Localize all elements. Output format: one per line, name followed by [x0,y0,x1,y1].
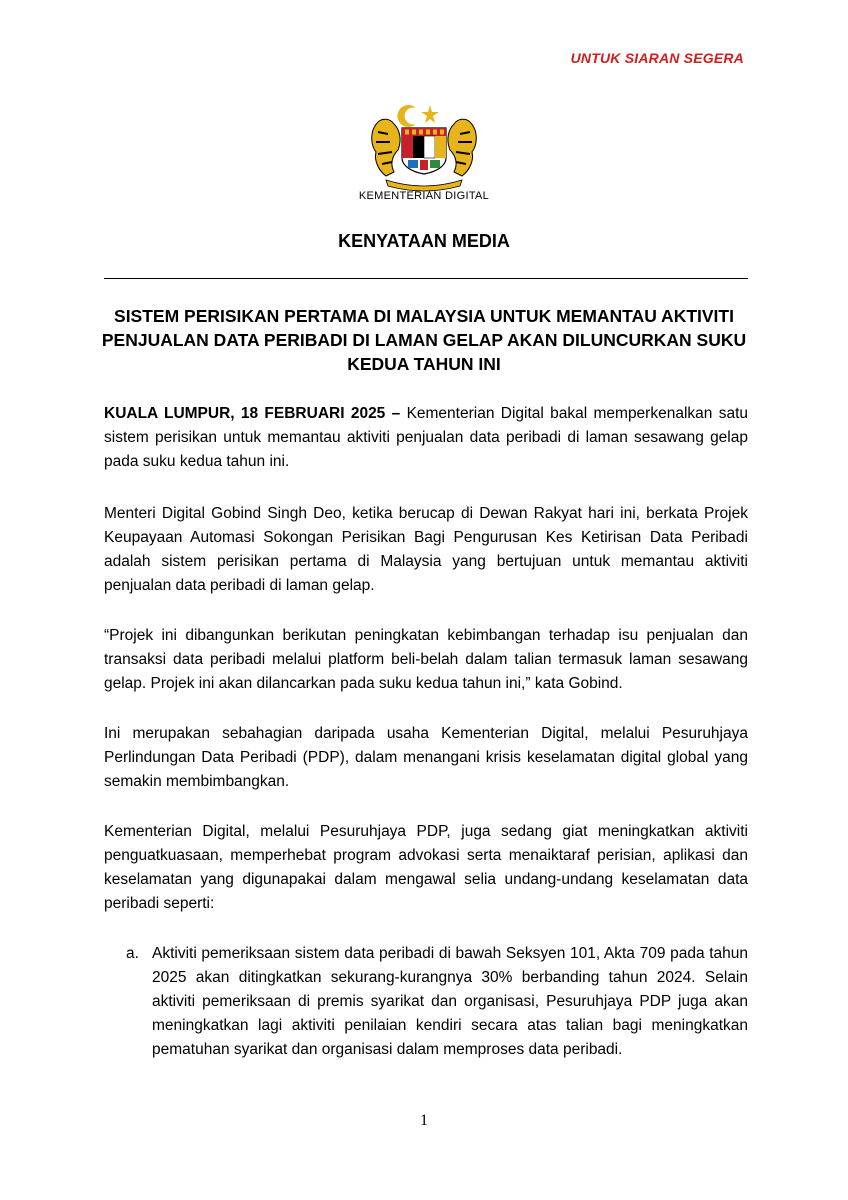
right-tiger-icon [448,119,476,176]
dateline: KUALA LUMPUR, 18 FEBRUARI 2025 – [104,405,401,422]
shield-icon [402,128,446,174]
release-label: UNTUK SIARAN SEGERA [570,50,744,66]
paragraph-text: Kementerian Digital bakal memperkenalkan satu sistem perisikan untuk memantau aktiviti penjualan data peribadi di laman sesawang gelap pada suku kedua tahun ini. [104,405,748,470]
article-body [104,402,748,1062]
list-marker: a. [126,945,139,962]
headline: SISTEM PERISIKAN PERTAMA DI MALAYSIA UNTUK MEMANTAU AKTIVITI PENJUALAN DATA PERIBADI DI LAMAN GELAP AKAN DILUNCURKAN SUKU KEDUA TAHUN INI [101,306,747,374]
left-tiger-icon [372,119,400,176]
paragraph: Ini merupakan sebahagian daripada usaha Kementerian Digital, melalui Pesuruhjaya Perlindungan Data Peribadi (PDP), dalam menangani krisis keselamatan digital global yang semakin membimbangkan. [104,725,748,790]
paragraph: Kementerian Digital, melalui Pesuruhjaya PDP, juga sedang giat meningkatkan aktiviti penguatkuasaan, memperhebat program advokasi serta menaiktaraf perisian, aplikasi dan keselamatan yang digunapakai dalam mengawal selia undang-undang keselamatan data peribadi seperti: [104,823,748,912]
paragraph: Menteri Digital Gobind Singh Deo, ketika berucap di Dewan Rakyat hari ini, berkata Projek Keupayaan Automasi Sokongan Perisikan Bagi Pengurusan Kes Ketirisan Data Peribadi adalah sistem perisikan pertama di Malaysia yang bertujuan untuk memantau aktiviti penjualan data peribadi di laman gelap. [104,505,748,594]
crescent-star-icon [397,105,439,127]
ministry-name: KEMENTERIAN DIGITAL [358,190,490,202]
paragraph: “Projek ini dibangunkan berikutan peningkatan kebimbangan terhadap isu penjualan dan transaksi data peribadi melalui platform beli-belah dalam talian termasuk laman sesawang gelap. Projek ini akan dilancarkan pada suku kedua tahun ini,” kata Gobind. [104,627,748,692]
horizontal-divider [104,278,748,279]
coat-of-arms-icon [364,100,484,192]
lead-paragraph [104,402,748,474]
page-number: 1 [420,1112,428,1129]
list-item [104,942,748,1062]
document-type-title: KENYATAAN MEDIA [338,231,510,251]
measures-list [104,942,748,1062]
list-item-text: Aktiviti pemeriksaan sistem data peribadi di bawah Seksyen 101, Akta 709 pada tahun 2025 akan ditingkatkan sekurang-kurangnya 30% berbanding tahun 2024. Selain aktiviti pemeriksaan di premis syarikat dan organisasi, Pesuruhjaya PDP juga akan meningkatkan lagi aktiviti penilaian kendiri secara atas talian bagi meningkatkan pematuhan syarikat dan organisasi dalam memproses data peribadi. [152,945,748,1058]
